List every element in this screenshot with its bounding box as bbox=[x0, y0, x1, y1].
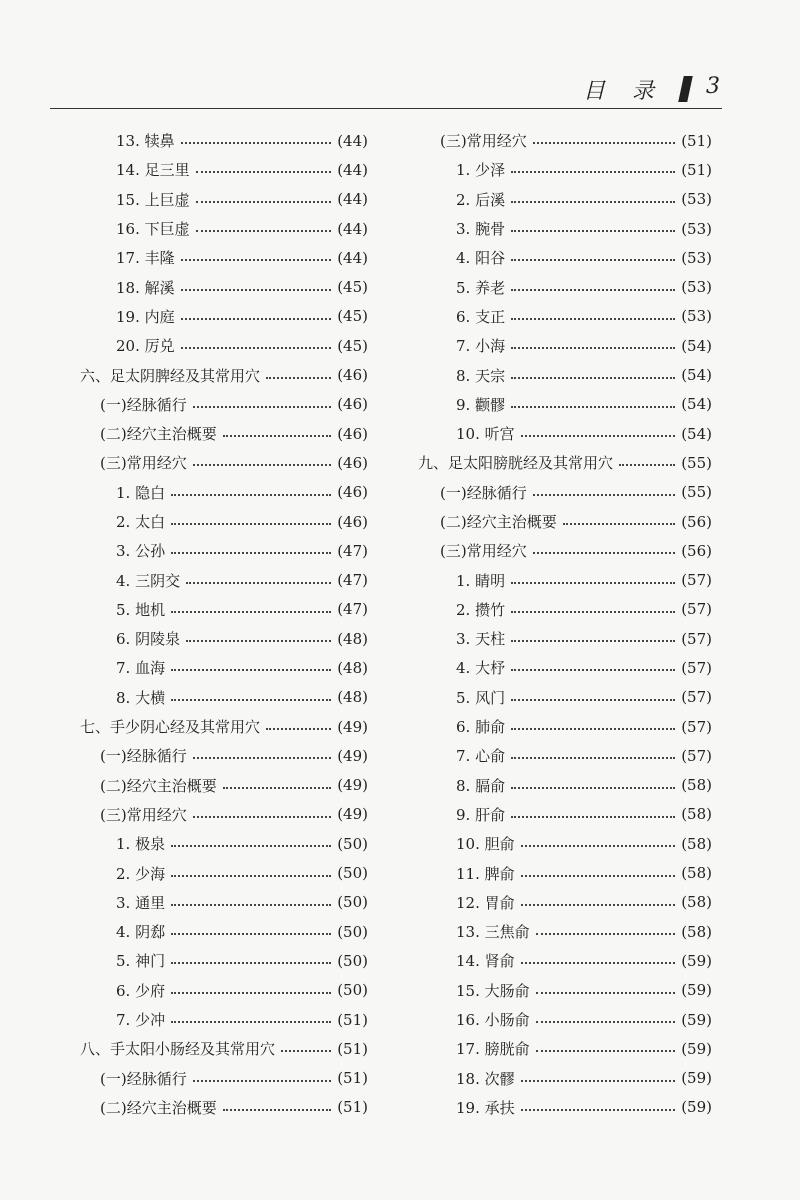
toc-entry-page: (59) bbox=[681, 1098, 712, 1117]
toc-entry-page: (55) bbox=[681, 483, 712, 502]
toc-entry-title: 13. 三焦俞 bbox=[456, 923, 530, 942]
toc-section-entry[interactable] bbox=[418, 126, 712, 155]
toc-entry-page: (46) bbox=[337, 512, 368, 531]
dot-leader bbox=[171, 610, 331, 613]
toc-item-entry[interactable] bbox=[80, 976, 368, 1005]
toc-entry-title: 6. 少府 bbox=[116, 981, 166, 1000]
page-number: 3 bbox=[706, 74, 720, 99]
dot-leader bbox=[171, 961, 331, 964]
dot-leader bbox=[181, 288, 332, 291]
toc-item-entry[interactable] bbox=[418, 829, 712, 858]
toc-item-entry[interactable] bbox=[80, 624, 368, 653]
toc-entry-title: 8. 膈俞 bbox=[456, 776, 506, 795]
toc-item-entry[interactable] bbox=[418, 624, 712, 653]
toc-entry-page: (47) bbox=[337, 541, 368, 560]
dot-leader bbox=[223, 434, 331, 437]
dot-leader bbox=[171, 991, 331, 994]
dot-leader bbox=[171, 874, 331, 877]
toc-section-entry[interactable] bbox=[418, 536, 712, 565]
toc-entry-page: (50) bbox=[337, 981, 368, 1000]
toc-item-entry[interactable] bbox=[80, 829, 368, 858]
toc-entry-page: (47) bbox=[337, 571, 368, 590]
toc-entry-page: (57) bbox=[681, 571, 712, 590]
toc-item-entry[interactable] bbox=[80, 243, 368, 272]
toc-entry-page: (56) bbox=[681, 512, 712, 531]
toc-entry-page: (59) bbox=[681, 981, 712, 1000]
toc-section-entry[interactable] bbox=[80, 390, 368, 419]
toc-entry-title: 4. 阴郄 bbox=[116, 923, 166, 942]
toc-entry-page: (54) bbox=[681, 336, 712, 355]
toc-entry-page: (54) bbox=[681, 366, 712, 385]
toc-entry-page: (45) bbox=[337, 336, 368, 355]
toc-entry-page: (57) bbox=[681, 658, 712, 677]
toc-entry-page: (53) bbox=[681, 307, 712, 326]
toc-entry-title: 15. 上巨虚 bbox=[116, 190, 190, 209]
toc-entry-page: (58) bbox=[681, 922, 712, 941]
toc-entry-page: (46) bbox=[337, 453, 368, 472]
toc-entry-page: (59) bbox=[681, 1039, 712, 1058]
toc-entry-page: (58) bbox=[681, 864, 712, 883]
toc-item-entry[interactable] bbox=[80, 214, 368, 243]
toc-entry-title: 九、足太阳膀胱经及其常用穴 bbox=[418, 454, 614, 473]
toc-section-entry[interactable] bbox=[418, 478, 712, 507]
dot-leader bbox=[511, 346, 675, 349]
toc-entry-title: 13. 犊鼻 bbox=[116, 132, 175, 151]
toc-entry-title: 7. 血海 bbox=[116, 659, 166, 678]
toc-entry-page: (44) bbox=[337, 190, 368, 209]
toc-left-column bbox=[80, 126, 368, 1122]
toc-item-entry[interactable] bbox=[80, 1005, 368, 1034]
toc-entry-title: 1. 隐白 bbox=[116, 483, 166, 502]
dot-leader bbox=[521, 903, 676, 906]
page-header bbox=[50, 72, 722, 108]
dot-leader bbox=[281, 1049, 331, 1052]
toc-entry-title: 17. 丰隆 bbox=[116, 249, 175, 268]
toc-entry-page: (58) bbox=[681, 834, 712, 853]
toc-item-entry[interactable] bbox=[80, 302, 368, 331]
dot-leader bbox=[196, 170, 332, 173]
toc-entry-title: 2. 攒竹 bbox=[456, 600, 506, 619]
toc-entry-page: (45) bbox=[337, 278, 368, 297]
toc-section-entry[interactable] bbox=[80, 419, 368, 448]
toc-item-entry[interactable] bbox=[418, 858, 712, 887]
dot-leader bbox=[181, 346, 332, 349]
toc-entry-page: (51) bbox=[337, 1069, 368, 1088]
toc-entry-page: (59) bbox=[681, 1010, 712, 1029]
toc-entry-title: 8. 天宗 bbox=[456, 366, 506, 385]
toc-entry-page: (58) bbox=[681, 805, 712, 824]
toc-right-column bbox=[418, 126, 712, 1122]
dot-leader bbox=[511, 376, 675, 379]
toc-item-entry[interactable] bbox=[80, 507, 368, 536]
toc-item-entry[interactable] bbox=[80, 185, 368, 214]
toc-entry-title: 10. 胆俞 bbox=[456, 835, 515, 854]
toc-entry-title: 16. 小肠俞 bbox=[456, 1011, 530, 1030]
dot-leader bbox=[181, 258, 332, 261]
dot-leader bbox=[171, 668, 331, 671]
dot-leader bbox=[511, 258, 675, 261]
dot-leader bbox=[186, 639, 331, 642]
toc-item-entry[interactable] bbox=[418, 419, 712, 448]
toc-entry-title: (三)常用经穴 bbox=[100, 805, 187, 824]
dot-leader bbox=[171, 551, 331, 554]
toc-item-entry[interactable] bbox=[418, 1034, 712, 1063]
toc-item-entry[interactable] bbox=[80, 331, 368, 360]
dot-leader bbox=[266, 376, 331, 379]
dot-leader bbox=[511, 229, 675, 232]
toc-entry-title: 3. 通里 bbox=[116, 893, 166, 912]
dot-leader bbox=[223, 1108, 331, 1111]
toc-entry-title: 3. 天柱 bbox=[456, 630, 506, 649]
toc-entry-title: 11. 脾俞 bbox=[456, 864, 515, 883]
toc-item-entry[interactable] bbox=[418, 595, 712, 624]
header-rule bbox=[50, 108, 722, 109]
toc-entry-page: (44) bbox=[337, 248, 368, 267]
toc-item-entry[interactable] bbox=[418, 888, 712, 917]
toc-entry-title: (二)经穴主治概要 bbox=[100, 425, 217, 444]
toc-item-entry[interactable] bbox=[418, 917, 712, 946]
toc-item-entry[interactable] bbox=[80, 565, 368, 594]
toc-item-entry[interactable] bbox=[80, 272, 368, 301]
toc-section-entry[interactable] bbox=[80, 800, 368, 829]
toc-entry-title: 7. 小海 bbox=[456, 337, 506, 356]
toc-entry-page: (57) bbox=[681, 600, 712, 619]
toc-chapter-entry[interactable] bbox=[80, 1034, 368, 1063]
dot-leader bbox=[536, 932, 676, 935]
toc-entry-page: (50) bbox=[337, 834, 368, 853]
toc-item-entry[interactable] bbox=[80, 126, 368, 155]
toc-entry-page: (53) bbox=[681, 219, 712, 238]
toc-item-entry[interactable] bbox=[418, 771, 712, 800]
toc-item-entry[interactable] bbox=[418, 653, 712, 682]
toc-entry-title: (二)经穴主治概要 bbox=[440, 513, 557, 531]
toc-item-entry[interactable] bbox=[418, 741, 712, 770]
toc-item-entry[interactable] bbox=[418, 976, 712, 1005]
dot-leader bbox=[511, 786, 675, 789]
toc-entry-title: 16. 下巨虚 bbox=[116, 220, 190, 239]
toc-entry-title: 18. 解溪 bbox=[116, 278, 175, 297]
toc-entry-page: (45) bbox=[337, 307, 368, 326]
toc-entry-page: (51) bbox=[337, 1010, 368, 1029]
toc-entry-page: (44) bbox=[337, 219, 368, 238]
toc-entry-title: 3. 公孙 bbox=[116, 542, 166, 561]
toc-entry-title: 2. 太白 bbox=[116, 513, 166, 531]
toc-entry-page: (58) bbox=[681, 776, 712, 795]
toc-entry-title: 19. 内庭 bbox=[116, 307, 175, 326]
toc-item-entry[interactable] bbox=[418, 683, 712, 712]
toc-entry-page: (46) bbox=[337, 395, 368, 414]
toc-entry-page: (57) bbox=[681, 688, 712, 707]
toc-entry-title: 19. 承扶 bbox=[456, 1098, 515, 1117]
toc-entry-title: (三)常用经穴 bbox=[440, 132, 527, 151]
dot-leader bbox=[536, 1020, 676, 1023]
toc-item-entry[interactable] bbox=[418, 331, 712, 360]
toc-entry-page: (53) bbox=[681, 278, 712, 297]
toc-chapter-entry[interactable] bbox=[418, 448, 712, 477]
toc-item-entry[interactable] bbox=[80, 595, 368, 624]
toc-entry-title: 9. 颧髎 bbox=[456, 395, 506, 414]
toc-item-entry[interactable] bbox=[418, 185, 712, 214]
toc-entry-page: (49) bbox=[337, 805, 368, 824]
toc-item-entry[interactable] bbox=[418, 800, 712, 829]
toc-entry-page: (56) bbox=[681, 541, 712, 560]
dot-leader bbox=[181, 317, 332, 320]
toc-item-entry[interactable] bbox=[418, 1064, 712, 1093]
toc-item-entry[interactable] bbox=[80, 155, 368, 184]
toc-entry-page: (49) bbox=[337, 746, 368, 765]
toc-entry-title: 1. 少泽 bbox=[456, 161, 506, 180]
toc-chapter-entry[interactable] bbox=[80, 712, 368, 741]
toc-item-entry[interactable] bbox=[418, 214, 712, 243]
dot-leader bbox=[511, 200, 675, 203]
toc-entry-page: (44) bbox=[337, 160, 368, 179]
dot-leader bbox=[171, 903, 331, 906]
toc-entry-title: 7. 少冲 bbox=[116, 1011, 166, 1030]
dot-leader bbox=[511, 698, 675, 701]
toc-entry-page: (48) bbox=[337, 629, 368, 648]
dot-leader bbox=[521, 961, 676, 964]
dot-leader bbox=[171, 493, 331, 496]
toc-entry-page: (50) bbox=[337, 922, 368, 941]
dot-leader bbox=[223, 786, 331, 789]
toc-item-entry[interactable] bbox=[418, 712, 712, 741]
toc-entry-title: 4. 大杼 bbox=[456, 659, 506, 678]
toc-entry-title: 2. 后溪 bbox=[456, 190, 506, 209]
toc-entry-title: 14. 肾俞 bbox=[456, 952, 515, 971]
toc-entry-title: 7. 心俞 bbox=[456, 747, 506, 766]
toc-entry-title: 12. 胃俞 bbox=[456, 893, 515, 912]
toc-entry-title: (三)常用经穴 bbox=[100, 454, 187, 473]
dot-leader bbox=[181, 141, 332, 144]
toc-item-entry[interactable] bbox=[80, 917, 368, 946]
dot-leader bbox=[196, 229, 332, 232]
dot-leader bbox=[511, 170, 675, 173]
toc-entry-page: (54) bbox=[681, 424, 712, 443]
toc-entry-page: (50) bbox=[337, 951, 368, 970]
toc-entry-title: 5. 养老 bbox=[456, 278, 506, 297]
toc-entry-page: (53) bbox=[681, 190, 712, 209]
toc-entry-page: (51) bbox=[337, 1039, 368, 1058]
toc-entry-title: 3. 腕骨 bbox=[456, 220, 506, 239]
toc-entry-title: (一)经脉循行 bbox=[100, 395, 187, 414]
dot-leader bbox=[521, 1079, 676, 1082]
toc-entry-page: (57) bbox=[681, 717, 712, 736]
toc-entry-title: (二)经穴主治概要 bbox=[100, 776, 217, 795]
toc-entry-page: (46) bbox=[337, 366, 368, 385]
dot-leader bbox=[511, 288, 675, 291]
dot-leader bbox=[511, 668, 675, 671]
dot-leader bbox=[619, 463, 675, 466]
toc-entry-page: (57) bbox=[681, 746, 712, 765]
page-title: 目 录 bbox=[583, 79, 664, 104]
toc-item-entry[interactable] bbox=[80, 536, 368, 565]
toc-section-entry[interactable] bbox=[80, 1093, 368, 1122]
toc-entry-title: 6. 支正 bbox=[456, 307, 506, 326]
toc-entry-title: 5. 风门 bbox=[456, 688, 506, 707]
toc-entry-title: 6. 肺俞 bbox=[456, 718, 506, 737]
dot-leader bbox=[171, 522, 331, 525]
toc-entry-title: (一)经脉循行 bbox=[100, 1069, 187, 1088]
toc-section-entry[interactable] bbox=[80, 448, 368, 477]
toc-entry-page: (59) bbox=[681, 951, 712, 970]
dot-leader bbox=[533, 551, 675, 554]
toc-entry-page: (51) bbox=[681, 131, 712, 150]
dot-leader bbox=[521, 1108, 676, 1111]
dot-leader bbox=[511, 756, 675, 759]
toc-entry-page: (58) bbox=[681, 893, 712, 912]
toc-entry-page: (51) bbox=[337, 1098, 368, 1117]
toc-entry-page: (46) bbox=[337, 483, 368, 502]
toc-section-entry[interactable] bbox=[80, 1064, 368, 1093]
toc-entry-title: (二)经穴主治概要 bbox=[100, 1098, 217, 1117]
toc-item-entry[interactable] bbox=[80, 683, 368, 712]
toc-item-entry[interactable] bbox=[418, 302, 712, 331]
toc-entry-title: 6. 阴陵泉 bbox=[116, 630, 181, 649]
toc-item-entry[interactable] bbox=[80, 888, 368, 917]
dot-leader bbox=[511, 405, 675, 408]
toc-item-entry[interactable] bbox=[80, 858, 368, 887]
dot-leader bbox=[511, 317, 675, 320]
toc-entry-title: 5. 神门 bbox=[116, 952, 166, 971]
toc-entry-page: (57) bbox=[681, 629, 712, 648]
dot-leader bbox=[186, 581, 331, 584]
dot-leader bbox=[511, 639, 675, 642]
dot-leader bbox=[171, 932, 331, 935]
toc-item-entry[interactable] bbox=[80, 478, 368, 507]
toc-entry-title: 1. 睛明 bbox=[456, 571, 506, 590]
dot-leader bbox=[511, 815, 675, 818]
dot-leader bbox=[196, 200, 332, 203]
toc-entry-title: 18. 次髎 bbox=[456, 1069, 515, 1088]
toc-item-entry[interactable] bbox=[80, 653, 368, 682]
toc-entry-page: (46) bbox=[337, 424, 368, 443]
dot-leader bbox=[511, 581, 675, 584]
dot-leader bbox=[521, 434, 676, 437]
toc-section-entry[interactable] bbox=[80, 741, 368, 770]
toc-entry-page: (49) bbox=[337, 717, 368, 736]
toc-item-entry[interactable] bbox=[418, 272, 712, 301]
dot-leader bbox=[266, 727, 331, 730]
toc-entry-page: (49) bbox=[337, 776, 368, 795]
toc-entry-title: 8. 大横 bbox=[116, 688, 166, 707]
dot-leader bbox=[171, 844, 331, 847]
toc-entry-page: (50) bbox=[337, 893, 368, 912]
toc-entry-page: (48) bbox=[337, 658, 368, 677]
dot-leader bbox=[171, 698, 331, 701]
toc-entry-title: 14. 足三里 bbox=[116, 161, 190, 180]
toc-item-entry[interactable] bbox=[418, 946, 712, 975]
dot-leader bbox=[563, 522, 675, 525]
dot-leader bbox=[511, 610, 675, 613]
toc-chapter-entry[interactable] bbox=[80, 360, 368, 389]
dot-leader bbox=[533, 141, 675, 144]
toc-entry-title: 9. 肝俞 bbox=[456, 805, 506, 824]
dot-leader bbox=[536, 1049, 676, 1052]
toc-item-entry[interactable] bbox=[418, 390, 712, 419]
toc-entry-title: 5. 地机 bbox=[116, 600, 166, 619]
toc-entry-title: 20. 厉兑 bbox=[116, 337, 175, 356]
toc-entry-page: (51) bbox=[681, 160, 712, 179]
toc-item-entry[interactable] bbox=[418, 155, 712, 184]
toc-item-entry[interactable] bbox=[418, 1005, 712, 1034]
dot-leader bbox=[193, 405, 331, 408]
dot-leader bbox=[521, 874, 676, 877]
dot-leader bbox=[193, 756, 331, 759]
toc-entry-title: 17. 膀胱俞 bbox=[456, 1040, 530, 1059]
toc-entry-title: 2. 少海 bbox=[116, 864, 166, 883]
toc-entry-page: (50) bbox=[337, 864, 368, 883]
header-divider-bar bbox=[678, 76, 693, 102]
dot-leader bbox=[193, 815, 331, 818]
toc-entry-page: (54) bbox=[681, 395, 712, 414]
dot-leader bbox=[536, 991, 676, 994]
dot-leader bbox=[193, 463, 331, 466]
dot-leader bbox=[171, 1020, 331, 1023]
toc-entry-title: 10. 听宫 bbox=[456, 425, 515, 444]
toc-item-entry[interactable] bbox=[418, 1093, 712, 1122]
toc-entry-title: 15. 大肠俞 bbox=[456, 981, 530, 1000]
toc-item-entry[interactable] bbox=[418, 243, 712, 272]
toc-entry-page: (59) bbox=[681, 1069, 712, 1088]
toc-section-entry[interactable] bbox=[418, 507, 712, 536]
toc-entry-title: 七、手少阴心经及其常用穴 bbox=[80, 718, 261, 737]
toc-item-entry[interactable] bbox=[80, 946, 368, 975]
toc-entry-title: 1. 极泉 bbox=[116, 835, 166, 854]
toc-entry-title: 六、足太阴脾经及其常用穴 bbox=[80, 366, 261, 385]
toc-entry-title: (一)经脉循行 bbox=[440, 483, 527, 502]
toc-entry-page: (55) bbox=[681, 453, 712, 472]
dot-leader bbox=[193, 1079, 331, 1082]
toc-entry-title: 八、手太阳小肠经及其常用穴 bbox=[80, 1040, 276, 1059]
toc-entry-page: (53) bbox=[681, 248, 712, 267]
dot-leader bbox=[533, 493, 675, 496]
toc-entry-title: 4. 阳谷 bbox=[456, 249, 506, 268]
toc-entry-title: (一)经脉循行 bbox=[100, 747, 187, 766]
toc-entry-title: (三)常用经穴 bbox=[440, 542, 527, 561]
toc-entry-title: 4. 三阴交 bbox=[116, 571, 181, 590]
dot-leader bbox=[521, 844, 676, 847]
toc-entry-page: (44) bbox=[337, 131, 368, 150]
toc-item-entry[interactable] bbox=[418, 565, 712, 594]
toc-entry-page: (48) bbox=[337, 688, 368, 707]
toc-item-entry[interactable] bbox=[418, 360, 712, 389]
toc-section-entry[interactable] bbox=[80, 771, 368, 800]
dot-leader bbox=[511, 727, 675, 730]
toc-entry-page: (47) bbox=[337, 600, 368, 619]
